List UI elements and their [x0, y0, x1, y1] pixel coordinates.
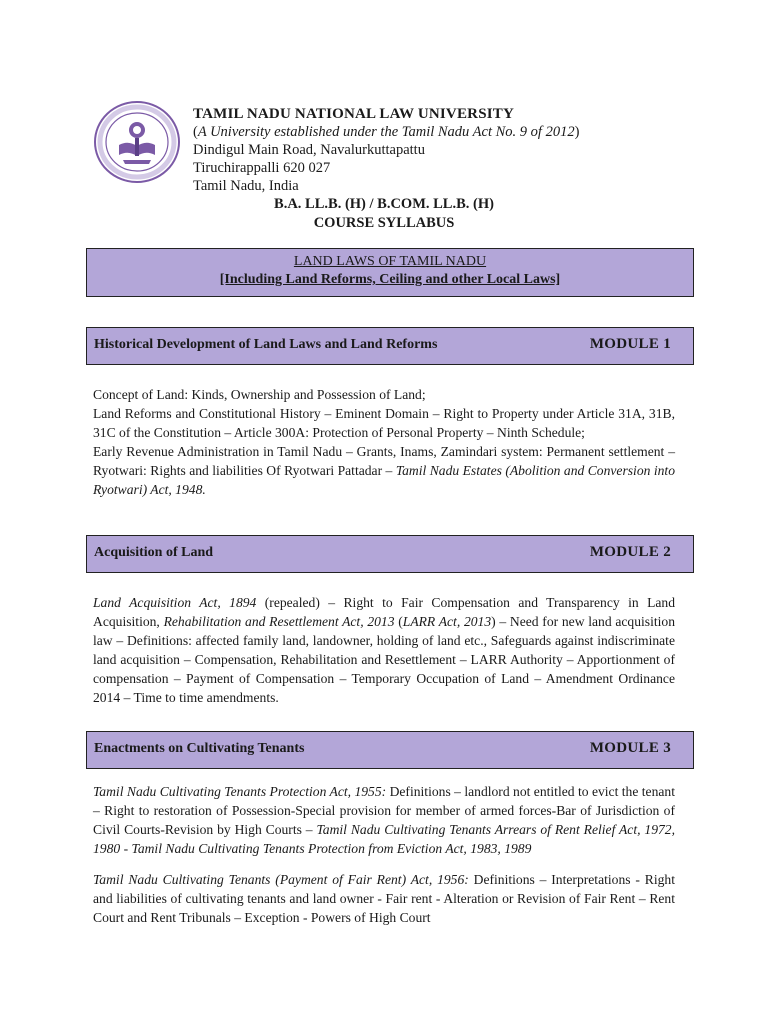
module-3-header: [86, 731, 694, 769]
address-line-3: Tamil Nadu, India: [193, 178, 299, 194]
module-2-paragraph: Land Acquisition Act, 1894 (repealed) – Right to Fair Compensation and Transparency in Land Acquisition, Rehabilitation and Resettlement Act, 2013 (LARR Act, 2013) – Need for new land acquisition law – Definitions: affected family land, landowner, holding of land etc., Safeguards against indiscriminate land acquisition – Compensation, Rehabilitation and Resettlement – LARR Authority – Apportionment of compensation – Payment of Compensation – Temporary Occupation of Land – Amendment Ordinance 2014 – Time to time amendments.: [93, 595, 676, 705]
subject-title-box: [86, 248, 694, 297]
university-seal-icon: [93, 100, 181, 184]
module-1-content: [93, 385, 675, 499]
module-1-paragraph: Concept of Land: Kinds, Ownership and Possession of Land;: [93, 387, 426, 402]
course-syllabus-heading: COURSE SYLLABUS: [313, 215, 455, 231]
module-number: MODULE 2: [589, 544, 671, 560]
address-line-2: Tiruchirappalli 620 027: [193, 160, 331, 176]
module-3-paragraph: Tamil Nadu Cultivating Tenants (Payment of Fair Rent) Act, 1956: Definitions – Interpretations - Right and liabilities of cultivating tenants and land owner - Fair rent - Alteration or Revision of Fair Rent – Rent Court and Rent Tribunals – Exception - Powers of High Court: [93, 872, 675, 925]
university-header: [193, 105, 579, 195]
module-2-content: [93, 593, 675, 707]
module-number: MODULE 1: [589, 336, 671, 352]
programme-title: B.A. LL.B. (H) / B.COM. LL.B. (H): [274, 196, 494, 212]
module-1-header: [86, 327, 694, 365]
module-number: MODULE 3: [589, 740, 671, 756]
subject-title: LAND LAWS OF TAMIL NADU: [293, 254, 487, 269]
module-2-header: [86, 535, 694, 573]
module-3-content: [93, 782, 675, 927]
module-1-paragraph: Early Revenue Administration in Tamil Nadu – Grants, Inams, Zamindari system: Permanent settlement – Ryotwari: Rights and liabilities Of Ryotwari Pattadar – Tamil Nadu Estates (Abolition and Conversion into Ryotwari) Act, 1948.: [93, 444, 676, 497]
module-3-paragraph: Tamil Nadu Cultivating Tenants Protection Act, 1955: Definitions – landlord not entitled to evict the tenant – Right to restoration of Possession-Special provision for member of armed forces-Bar of Jurisdiction of Civil Courts-Revision by High Courts – Tamil Nadu Cultivating Tenants Arrears of Rent Relief Act, 1972, 1980 - Tamil Nadu Cultivating Tenants Protection from Eviction Act, 1983, 1989: [93, 784, 675, 856]
establishment-note: (A University established under the Tamil Nadu Act No. 9 of 2012): [193, 124, 580, 140]
module-title: Historical Development of Land Laws and Land Reforms: [94, 337, 438, 352]
address-line-1: Dindigul Main Road, Navalurkuttapattu: [193, 142, 425, 158]
module-title: Enactments on Cultivating Tenants: [94, 741, 305, 756]
module-title: Acquisition of Land: [94, 545, 214, 560]
subject-subtitle: [Including Land Reforms, Ceiling and other Local Laws]: [219, 272, 561, 287]
university-name: TAMIL NADU NATIONAL LAW UNIVERSITY: [193, 106, 515, 122]
module-1-paragraph: Land Reforms and Constitutional History – Eminent Domain – Right to Property under Article 31A, 31B, 31C of the Constitution – Article 300A: Protection of Personal Property – Ninth Schedule;: [93, 406, 675, 440]
